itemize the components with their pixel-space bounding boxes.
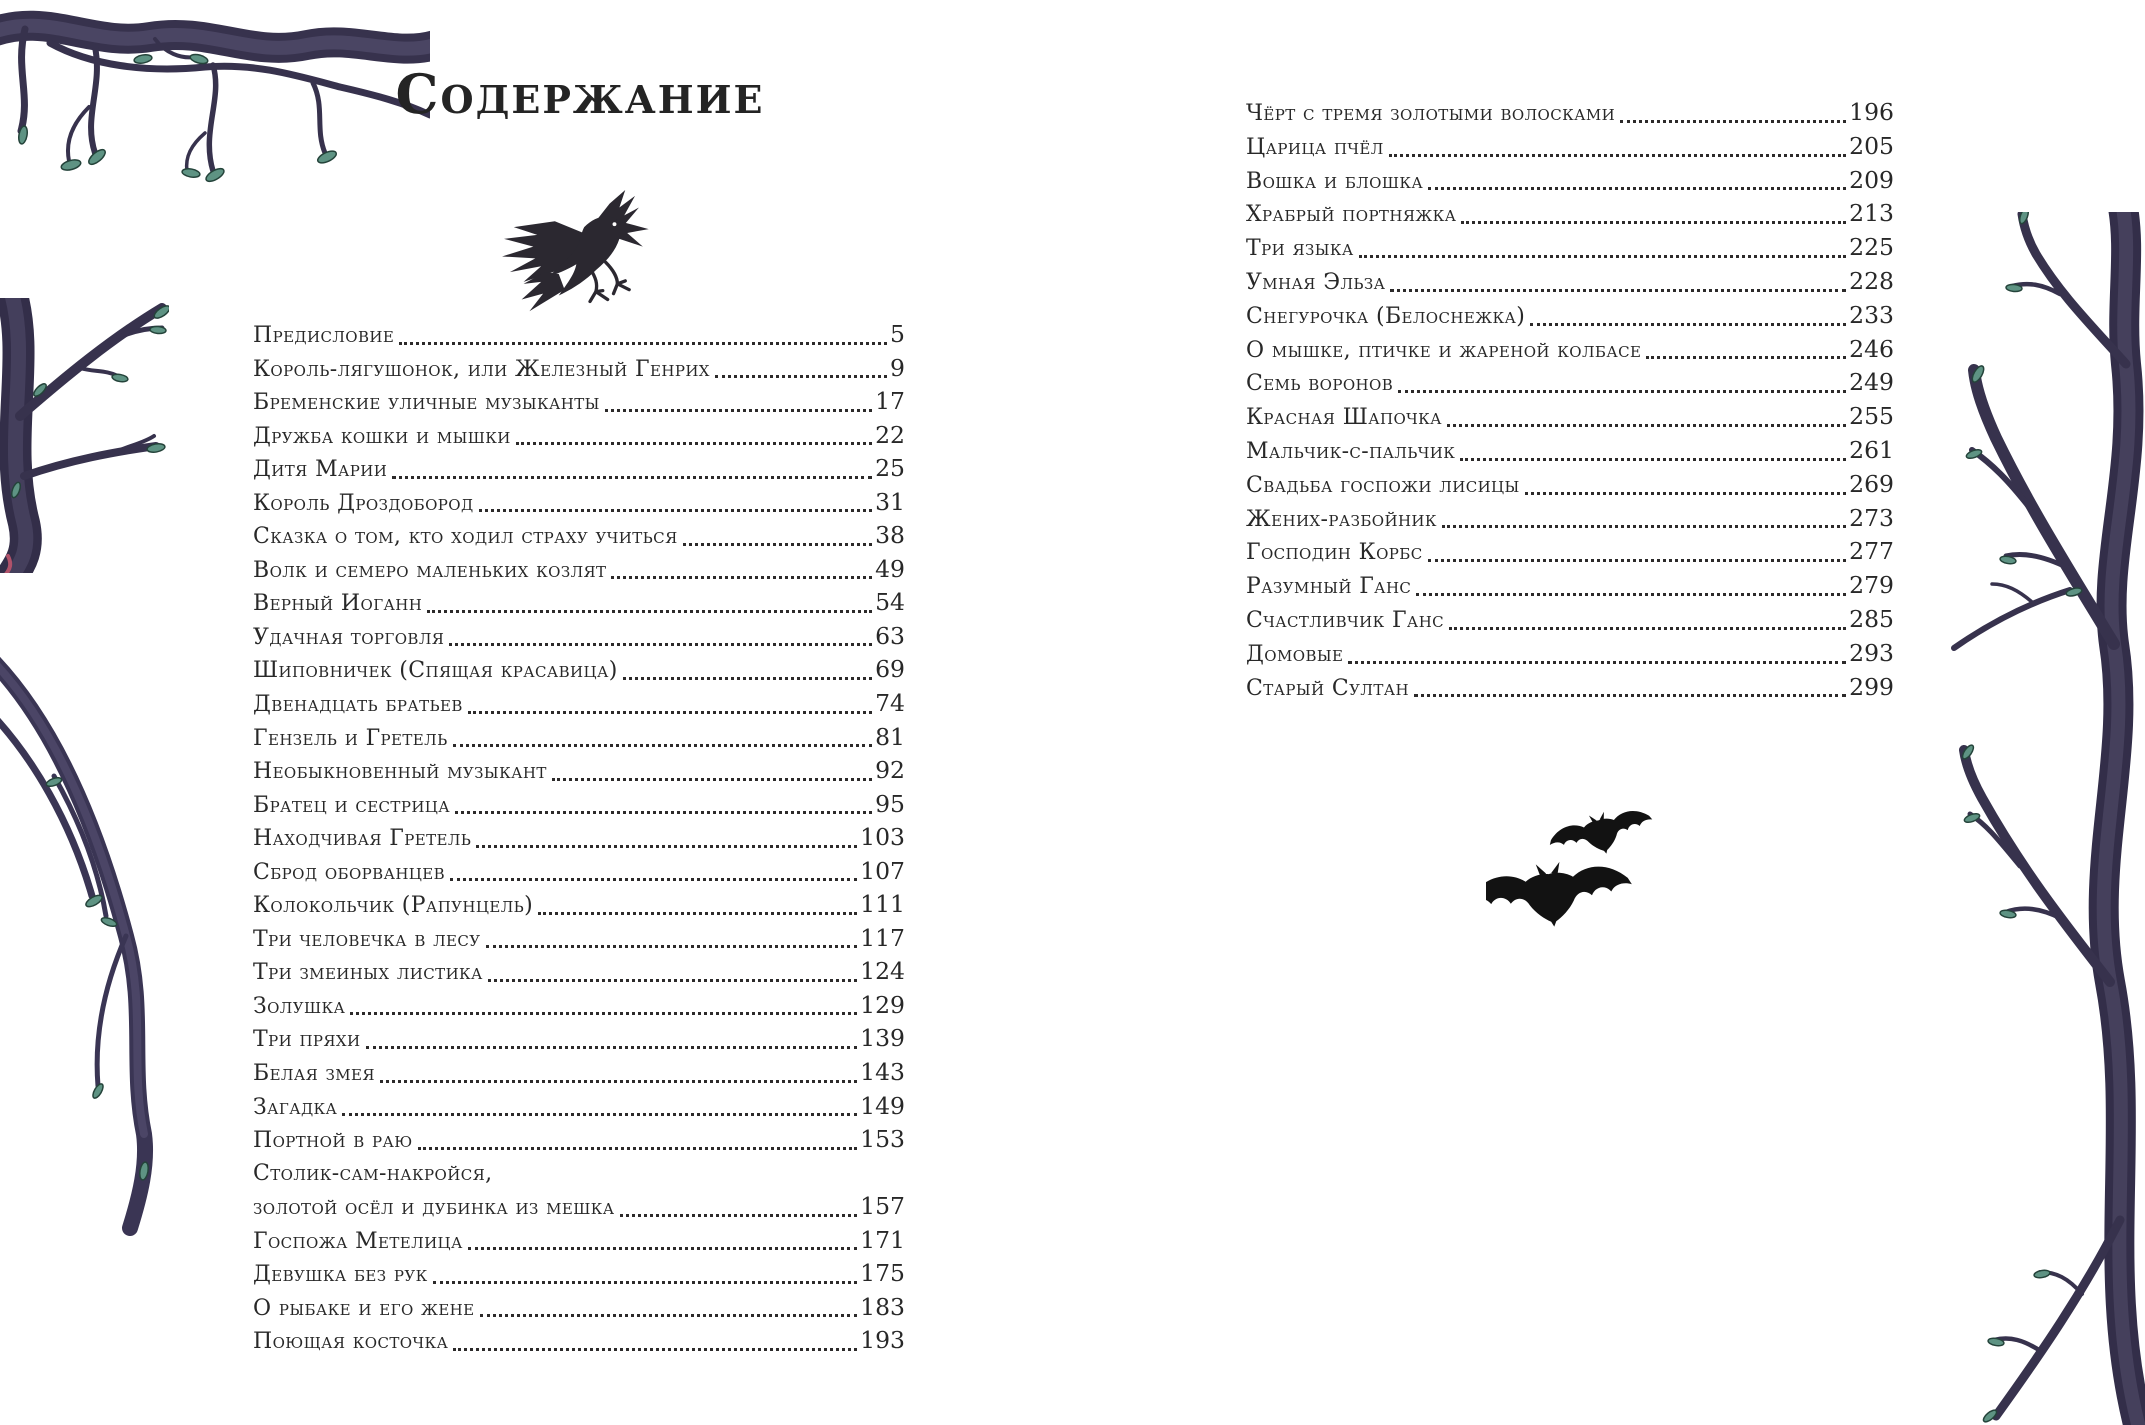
dot-leader xyxy=(1428,187,1846,190)
dot-leader xyxy=(392,476,872,479)
toc-entry-page: 246 xyxy=(1849,334,1894,363)
dot-leader xyxy=(427,610,872,613)
toc-entry-title: Три человечка в лесу xyxy=(253,926,481,952)
dot-leader xyxy=(1460,458,1846,461)
dot-leader xyxy=(1525,492,1846,495)
toc-entry-page: 25 xyxy=(875,454,905,483)
toc-entry xyxy=(253,318,905,352)
toc-entry-page: 107 xyxy=(860,856,905,885)
toc-entry-page: 9 xyxy=(890,353,905,382)
dot-leader xyxy=(342,1113,857,1116)
dot-leader xyxy=(611,576,872,579)
dot-leader xyxy=(1530,323,1846,326)
toc-entry-title: Свадьба госпожи лисицы xyxy=(1246,472,1520,498)
toc-entry xyxy=(253,1157,905,1224)
toc-entry-page: 5 xyxy=(890,320,905,348)
toc-entry-page: 277 xyxy=(1849,537,1894,566)
toc-entry xyxy=(253,687,905,721)
bat-icon xyxy=(1486,790,1671,935)
toc-right-column xyxy=(1246,96,1894,704)
toc-entry xyxy=(1246,299,1894,333)
tree-branch-icon-left-lower xyxy=(0,636,179,1236)
toc-entry xyxy=(253,788,905,822)
toc-entry-title: Король-лягушонок, или Железный Генрих xyxy=(253,356,710,382)
toc-entry xyxy=(1246,400,1894,434)
toc-entry xyxy=(1246,265,1894,299)
toc-entry-page: 17 xyxy=(875,387,905,416)
toc-entry-page: 74 xyxy=(875,689,905,718)
toc-entry-page: 171 xyxy=(860,1225,905,1254)
dot-leader xyxy=(538,912,857,915)
dot-leader xyxy=(1447,424,1846,427)
dot-leader xyxy=(552,778,872,781)
dot-leader xyxy=(623,677,872,680)
toc-entry-title: Портной в раю xyxy=(253,1128,413,1154)
dot-leader xyxy=(449,643,872,646)
dot-leader xyxy=(1389,154,1846,157)
dot-leader xyxy=(418,1147,858,1150)
toc-entry xyxy=(253,486,905,520)
toc-entry-title: Сказка о том, кто ходил страху учиться xyxy=(253,524,678,550)
dot-leader xyxy=(1428,559,1847,562)
toc-entry xyxy=(253,1257,905,1291)
toc-entry-page: 157 xyxy=(860,1192,905,1221)
toc-entry-title: Госпожа Метелица xyxy=(253,1228,463,1254)
toc-entry-page: 103 xyxy=(860,823,905,852)
toc-entry xyxy=(253,721,905,755)
toc-entry-title: Братец и сестрица xyxy=(253,792,451,818)
dot-leader xyxy=(620,1214,858,1217)
toc-entry-title: Домовые xyxy=(1246,641,1344,667)
toc-entry-title: Царица пчёл xyxy=(1246,134,1384,160)
dot-leader xyxy=(468,711,872,714)
toc-entry xyxy=(1246,603,1894,637)
dot-leader xyxy=(366,1046,858,1049)
toc-entry-page: 255 xyxy=(1849,402,1894,431)
toc-entry-page: 139 xyxy=(860,1024,905,1053)
dot-leader xyxy=(1414,694,1846,697)
toc-entry-title: Умная Эльза xyxy=(1246,269,1386,295)
toc-entry-page: 299 xyxy=(1849,672,1894,701)
toc-entry xyxy=(253,553,905,587)
toc-entry-title: Три змеиных листика xyxy=(253,960,483,986)
toc-entry xyxy=(253,1291,905,1325)
toc-entry xyxy=(1246,535,1894,569)
toc-entry-page: 95 xyxy=(875,789,905,818)
toc-entry-title: Снегурочка (Белоснежка) xyxy=(1246,303,1526,329)
toc-entry xyxy=(1246,468,1894,502)
toc-entry xyxy=(253,989,905,1023)
toc-entry-title: Необыкновенный музыкант xyxy=(253,759,547,785)
toc-entry-title: Мальчик-с-пальчик xyxy=(1246,438,1456,464)
toc-entry-page: 111 xyxy=(860,890,905,919)
toc-entry xyxy=(253,1090,905,1124)
dot-leader xyxy=(476,845,857,848)
toc-entry-page: 124 xyxy=(860,957,905,986)
dot-leader xyxy=(450,878,857,881)
toc-entry-title: Гензель и Гретель xyxy=(253,725,448,751)
toc-entry-page: 233 xyxy=(1849,300,1894,329)
toc-entry-title: О мышке, птичке и жареной колбасе xyxy=(1246,337,1642,363)
toc-entry-page: 293 xyxy=(1849,638,1894,667)
toc-entry xyxy=(253,352,905,386)
dot-leader xyxy=(486,945,858,948)
toc-entry-title: Двенадцать братьев xyxy=(253,692,463,718)
toc-entry-page: 261 xyxy=(1849,435,1894,464)
toc-entry-page: 225 xyxy=(1849,233,1894,262)
toc-entry-page: 129 xyxy=(860,990,905,1019)
toc-entry xyxy=(1246,366,1894,400)
toc-entry xyxy=(253,888,905,922)
toc-entry-page: 279 xyxy=(1849,571,1894,600)
tree-branch-icon-left-upper xyxy=(0,298,169,573)
toc-entry-title: Вошка и блошка xyxy=(1246,168,1424,194)
toc-entry-page: 175 xyxy=(860,1259,905,1288)
toc-entry xyxy=(253,1224,905,1258)
toc-entry-page: 49 xyxy=(875,554,905,583)
toc-left-column xyxy=(253,318,905,1358)
toc-entry-title: Король Дроздобород xyxy=(253,490,474,516)
toc-entry xyxy=(253,419,905,453)
toc-entry xyxy=(1246,130,1894,164)
dot-leader xyxy=(1359,255,1847,258)
toc-entry-page: 54 xyxy=(875,588,905,617)
toc-entry xyxy=(1246,637,1894,671)
toc-entry-page: 205 xyxy=(1849,131,1894,160)
dot-leader xyxy=(433,1281,858,1284)
bat-icon-small xyxy=(1545,801,1657,867)
toc-entry-page: 143 xyxy=(860,1058,905,1087)
toc-entry-page: 22 xyxy=(875,420,905,449)
dot-leader xyxy=(350,1012,857,1015)
toc-entry-page: 92 xyxy=(875,756,905,785)
page-title: Содержание xyxy=(395,62,765,126)
toc-entry-title: Находчивая Гретель xyxy=(253,826,472,852)
toc-entry-page: 149 xyxy=(860,1091,905,1120)
dot-leader xyxy=(468,1247,857,1250)
toc-entry-title: Господин Корбс xyxy=(1246,540,1423,566)
toc-entry xyxy=(253,586,905,620)
toc-entry-title: Храбрый портняжка xyxy=(1246,202,1457,228)
toc-entry xyxy=(253,620,905,654)
toc-entry-title: Дружба кошки и мышки xyxy=(253,423,511,449)
toc-entry-page: 285 xyxy=(1849,604,1894,633)
toc-entry-page: 117 xyxy=(860,923,905,952)
toc-entry xyxy=(1246,569,1894,603)
toc-entry xyxy=(253,922,905,956)
dot-leader xyxy=(1620,120,1846,123)
toc-entry-title: Чёрт с тремя золотыми волосками xyxy=(1246,101,1616,126)
toc-entry-title: Дитя Марии xyxy=(253,457,388,483)
dot-leader xyxy=(683,543,873,546)
dot-leader xyxy=(605,409,872,412)
toc-entry-title: Удачная торговля xyxy=(253,624,445,650)
dot-leader xyxy=(1646,356,1846,359)
toc-entry xyxy=(1246,96,1894,130)
toc-entry-page: 196 xyxy=(1849,98,1894,126)
toc-entry xyxy=(253,452,905,486)
toc-entry-title: Бременские уличные музыканты xyxy=(253,390,600,416)
toc-entry-title: Девушка без рук xyxy=(253,1262,428,1288)
toc-entry-page: 31 xyxy=(875,487,905,516)
toc-entry-page: 269 xyxy=(1849,469,1894,498)
toc-entry-title: золотой осёл и дубинка из мешка xyxy=(253,1195,615,1221)
toc-entry-page: 213 xyxy=(1849,199,1894,228)
toc-entry xyxy=(253,1022,905,1056)
toc-entry-page: 69 xyxy=(875,655,905,684)
dot-leader xyxy=(453,1348,857,1351)
toc-entry xyxy=(1246,671,1894,705)
dot-leader xyxy=(516,442,872,445)
toc-entry-title: Загадка xyxy=(253,1094,338,1120)
dot-leader xyxy=(480,1314,858,1317)
dot-leader xyxy=(399,342,887,345)
dot-leader xyxy=(1416,593,1846,596)
toc-entry xyxy=(253,653,905,687)
toc-entry xyxy=(253,1056,905,1090)
toc-entry-title: Белая змея xyxy=(253,1061,375,1087)
dot-leader xyxy=(1398,390,1846,393)
toc-entry-title: Разумный Ганс xyxy=(1246,574,1412,600)
toc-entry xyxy=(253,1324,905,1358)
toc-entry-title: Колокольчик (Рапунцель) xyxy=(253,893,534,919)
toc-entry-page: 63 xyxy=(875,621,905,650)
dot-leader xyxy=(479,509,873,512)
toc-entry xyxy=(253,385,905,419)
toc-entry-title: Предисловие xyxy=(253,323,395,348)
toc-entry-title: О рыбаке и его жене xyxy=(253,1295,475,1321)
toc-entry xyxy=(1246,164,1894,198)
tree-branch-icon-right xyxy=(1948,212,2145,1425)
toc-entry-title: Три пряхи xyxy=(253,1027,361,1053)
bat-icon-large xyxy=(1486,855,1635,935)
toc-entry-page: 249 xyxy=(1849,368,1894,397)
toc-entry xyxy=(253,855,905,889)
toc-entry-title: Волк и семеро маленьких козлят xyxy=(253,557,607,583)
toc-entry-title: Шиповничек (Спящая красавица) xyxy=(253,658,618,684)
toc-entry-title: Красная Шапочка xyxy=(1246,405,1442,431)
toc-entry-page: 193 xyxy=(860,1326,905,1355)
toc-entry-page: 81 xyxy=(875,722,905,751)
toc-entry xyxy=(1246,434,1894,468)
dot-leader xyxy=(1442,525,1846,528)
toc-entry xyxy=(253,519,905,553)
toc-entry-page: 38 xyxy=(875,521,905,550)
dot-leader xyxy=(455,811,872,814)
toc-entry xyxy=(1246,231,1894,265)
dot-leader xyxy=(453,744,873,747)
raven-icon xyxy=(492,188,692,320)
toc-entry-page: 183 xyxy=(860,1292,905,1321)
toc-entry-title: Поющая косточка xyxy=(253,1329,449,1355)
toc-entry-title: Сброд оборванцев xyxy=(253,859,446,885)
dot-leader xyxy=(715,375,887,378)
toc-entry-title: Старый Султан xyxy=(1246,675,1409,701)
toc-entry xyxy=(1246,197,1894,231)
toc-entry xyxy=(253,754,905,788)
dot-leader xyxy=(1390,289,1846,292)
toc-entry xyxy=(1246,502,1894,536)
toc-entry xyxy=(253,1123,905,1157)
toc-entry-title: Столик-сам-накройся, xyxy=(253,1160,493,1186)
toc-entry-title: Жених-разбойник xyxy=(1246,506,1437,532)
toc-entry-page: 209 xyxy=(1849,165,1894,194)
toc-entry xyxy=(253,955,905,989)
dot-leader xyxy=(380,1080,857,1083)
toc-entry xyxy=(1246,333,1894,367)
toc-entry-title: Золушка xyxy=(253,993,346,1019)
dot-leader xyxy=(1461,221,1846,224)
toc-entry-page: 228 xyxy=(1849,266,1894,295)
dot-leader xyxy=(1449,627,1846,630)
toc-entry-title: Верный Иоганн xyxy=(253,591,423,617)
dot-leader xyxy=(488,979,857,982)
toc-entry-title: Семь воронов xyxy=(1246,371,1394,397)
toc-entry-title: Три языка xyxy=(1246,236,1354,262)
toc-entry-title: Счастливчик Ганс xyxy=(1246,607,1445,633)
dot-leader xyxy=(1348,661,1846,664)
toc-entry-page: 273 xyxy=(1849,503,1894,532)
toc-entry xyxy=(253,821,905,855)
toc-entry-page: 153 xyxy=(860,1125,905,1154)
